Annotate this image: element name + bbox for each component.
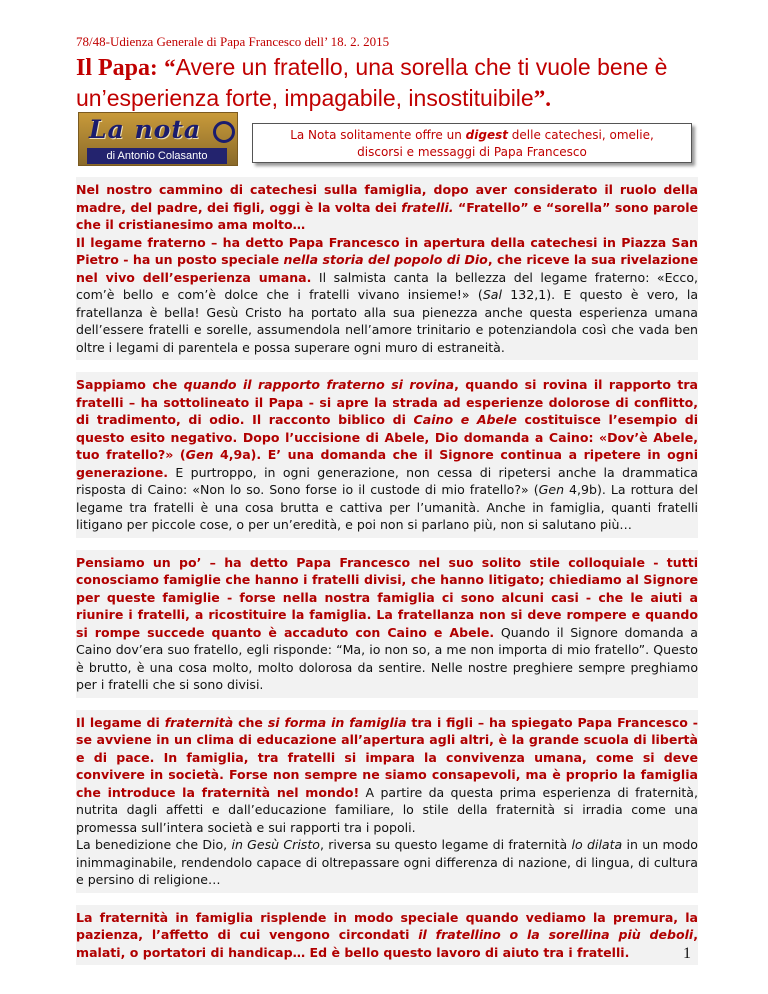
- p1-bold-1: Nel nostro cammino di catechesi sulla famiglia, dopo aver considerato il ruolo della madre, del padre, dei figli, oggi è la volta dei: [76, 182, 698, 215]
- p3-bold-1: Pensiamo un po’ – ha detto Papa Francesco nel suo solito stile colloquiale - tutti conosciamo famiglie che hanno i fratelli divisi, che hanno litigato; chiediamo al Signore per queste famiglie - forse nella nostra famiglia ci sono alcuni casi - che le aiuti a riunire i fratelli, a ricostituire la famiglia. La fratellanza non si deve rompere e quando si rompe succede quanto è accaduto con Caino e Abele.: [76, 554, 698, 640]
- note-before: La Nota solitamente offre un: [290, 128, 466, 142]
- logo-sub-text: di Antonio Colasanto: [87, 148, 227, 164]
- note-box: [252, 123, 692, 163]
- p1-normal-2: 132,1). E questo è vero, la fratellanza è bella! Gesù Cristo ha portato alla sua pienezza anche questa esperienza umana dell’essere fratelli e sorelle, assumendola nell’amore trinitario e potenziandola così che vada ben oltre i legami di parentela e possa superare ogni muro di estraneità.: [76, 287, 699, 355]
- paragraph-4: [76, 710, 698, 893]
- p4-bold-italic-1: fraternità: [164, 714, 234, 730]
- p2-bold-4: 4,9a). E’ una domanda che il Signore continua a ripetere in ogni generazione.: [76, 447, 698, 480]
- note-line2: discorsi e messaggi di Papa Francesco: [357, 145, 587, 159]
- p1-italic-ref: Sal: [482, 287, 502, 302]
- p1-bold-2: “Fratello” e “sorella” sono parole che il cristianesimo ama molto…: [76, 199, 699, 232]
- p2-bold-2: , quando si rovina il rapporto tra fratelli – ha sottolineato il Papa - si apre la strada ad esperienze dolorose di conflitto, di tradimento, di odio. Il racconto biblico di: [76, 377, 699, 427]
- p2-bold-1: Sappiamo che: [76, 377, 184, 392]
- article-body: [76, 177, 698, 977]
- page-number: 1: [683, 945, 691, 962]
- p4-italic-2: lo dilata: [571, 837, 623, 852]
- p1-normal-1: Il salmista canta la bellezza del legame fraterno: «Ecco, com’è bello e com’è dolce che i fratelli vivano insieme!» (: [76, 269, 698, 302]
- p2-italic-ref: Gen: [538, 482, 565, 497]
- p4-normal-1: A partire da questa prima esperienza di fraternità, nutrita dagli affetti e dall’educazione familiare, lo stile della fraternità si irradia come una promessa sull’intera società e sui rapporti tra i popoli.: [76, 784, 698, 835]
- p3-normal-1: Quando il Signore domanda a Caino dov’era suo fratello, egli risponde: “Ma, io non so, a me non importa di mio fratello”. Questo è brutto, è una cosa molto, molto dolorosa da sentire. Nelle nostre preghiere sempre preghiamo per i fratelli che si sono divisi.: [76, 624, 698, 692]
- p2-bold-italic-2: Caino e Abele: [413, 412, 517, 427]
- p4-bold-2: che: [233, 714, 268, 730]
- page-title: [76, 52, 696, 114]
- p4-bold-italic-2: si forma in famiglia: [267, 714, 407, 730]
- p4-normal-4: in un modo inimmaginabile, rendendolo capace di oltrepassare ogni differenza di nazione, di lingua, di cultura e persino di religione…: [76, 837, 698, 887]
- p5-bold-2: , malati, o portatori di handicap… Ed è bello questo lavoro di aiuto tra i fratelli.: [76, 927, 698, 960]
- p4-italic-1: in Gesù Cristo: [231, 837, 320, 852]
- paragraph-3: [76, 550, 698, 698]
- p2-bold-3: costituisce l’esempio di questo esito negativo. Dopo l’uccisione di Abele, Dio domanda a Caino: «Dov’è Abele, tuo fratello?» (: [76, 412, 698, 462]
- p1-bold-4: , che riceve la sua rivelazione nel vivo dell’esperienza umana.: [76, 252, 698, 285]
- p4-normal-3: , riversa su questo legame di fraternità: [319, 837, 572, 852]
- p1-bold-3: Il legame fraterno – ha detto Papa Francesco in apertura della catechesi in Piazza San Pietro - ha un posto speciale: [76, 234, 698, 267]
- p5-bold-italic-1: il fratellino o la sorellina più deboli: [418, 927, 694, 942]
- p4-bold-1: Il legame di: [76, 714, 165, 730]
- logo-ring-icon: [213, 121, 235, 143]
- p5-bold-1: La fraternità in famiglia risplende in modo speciale quando vediamo la premura, la pazienza, l’affetto di cui vengono circondati: [76, 909, 698, 942]
- p2-bold-italic-3: Gen: [185, 447, 214, 462]
- title-close-quote: ”.: [533, 86, 551, 111]
- p4-bold-3: tra i figli – ha spiegato Papa Francesco - se avviene in un clima di educazione all’apertura agli altri, è la grande scuola di libertà e di pace. In famiglia, tra fratelli si impara la convivenza umana, come si deve convivere in società. Forse non sempre ne siamo consapevoli, ma è proprio la famiglia che introduce la fraternità nel mondo!: [76, 714, 698, 800]
- p4-normal-2: La benedizione che Dio,: [76, 837, 232, 852]
- title-text: Avere un fratello, una sorella che ti vuole bene è un’esperienza forte, impagabile, insostituibile: [76, 54, 668, 111]
- p1-bold-italic-2: nella storia del popolo di Dio: [283, 252, 488, 267]
- la-nota-logo: [78, 112, 238, 166]
- title-lead: Il Papa: [76, 55, 151, 81]
- note-after: delle catechesi, omelie,: [507, 128, 654, 142]
- p2-normal-2: 4,9b). La rottura del legame tra fratelli è una cosa brutta e cattiva per l’umanità. Anche in famiglia, quanti fratelli litigano per piccole cose, o per un’eredità, e poi non si parlano più, non si salutano più…: [76, 482, 698, 532]
- paragraph-1: [76, 177, 698, 360]
- logo-main-text: La nota: [89, 115, 202, 144]
- note-emph: digest: [465, 128, 508, 142]
- p2-bold-italic-1: quando il rapporto fraterno si rovina: [183, 377, 455, 392]
- paragraph-2: [76, 372, 698, 538]
- p1-bold-italic-1: fratelli.: [401, 199, 454, 215]
- source-line: 78/48-Udienza Generale di Papa Francesco dell’ 18. 2. 2015: [76, 34, 390, 49]
- title-colon: :: [150, 55, 158, 80]
- p2-normal-1: E purtroppo, in ogni generazione, non cessa di ripetersi anche la drammatica risposta di Caino: «Non lo so. Sono forse io il custode di mio fratello?» (: [76, 464, 698, 497]
- paragraph-5: [76, 905, 698, 966]
- title-open-quote: “: [164, 55, 176, 80]
